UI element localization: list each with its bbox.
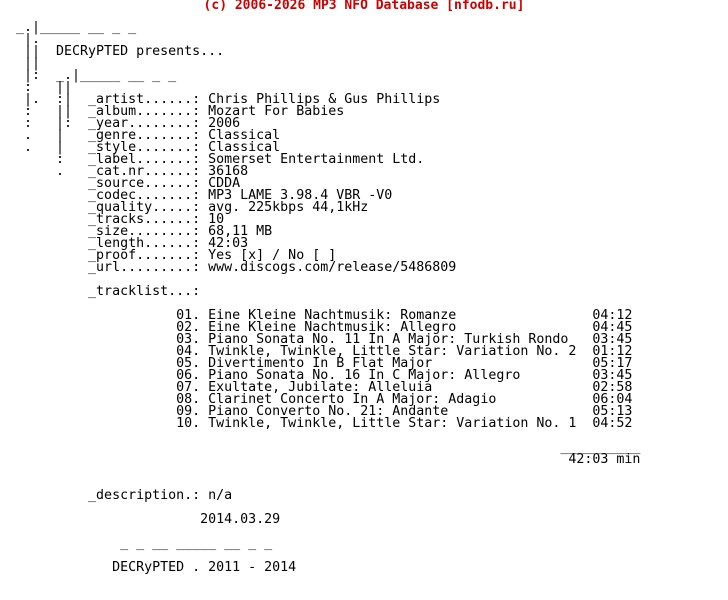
nfo-footer-signature: DECRyPTED . 2011 - 2014: [16, 560, 297, 575]
nfo-line: ||: [16, 56, 41, 71]
nfo-release-date: 2014.03.29: [16, 512, 281, 527]
nfo-line: |: _.|_____ __ _ _: [16, 68, 177, 83]
nfo-field-label: : _label.......: Somerset Entertainment Ltd.: [16, 152, 425, 167]
nfo-field-description: _description.: n/a: [16, 488, 233, 503]
tracklist-row: 09. Piano Converto No. 21: Andante 05:13: [16, 404, 633, 419]
nfo-tracklist-heading: _tracklist...:: [16, 284, 201, 299]
nfo-field-artist: |. :| _artist......: Chris Phillips & Gus Phillips: [16, 92, 441, 107]
tracklist-row: 01. Eine Kleine Nachtmusik: Romanze 04:12: [16, 308, 633, 323]
nfo-line: _.|_____ __ _ _: [16, 20, 137, 35]
nfo-field-quality: _quality.....: avg. 225kbps 44,1kHz: [16, 200, 369, 215]
nfo-field-tracks: _tracks......: 10: [16, 212, 225, 227]
nfo-field-genre: . | _genre.......: Classical: [16, 128, 281, 143]
nfo-field-style: . | _style.......: Classical: [16, 140, 281, 155]
nfo-line: |.: [16, 32, 41, 47]
nfo-field-proof: _proof.......: Yes [x] / No [ ]: [16, 248, 337, 263]
nfo-line-group-title: || DECRyPTED presents...: [16, 44, 225, 59]
nfo-blank-line: [16, 466, 640, 478]
tracklist-row: 04. Twinkle, Twinkle, Little Star: Variation No. 2 01:12: [16, 344, 633, 359]
nfo-text-block: [16, 22, 640, 574]
tracklist-row: 05. Divertimento In B Flat Major 05:17: [16, 356, 633, 371]
tracklist-row: 03. Piano Sonata No. 11 In A Major: Turkish Rondo 03:45: [16, 332, 633, 347]
nfo-footer-divider: _ _ __ _____ __ _ _: [16, 536, 273, 551]
tracklist-row: 07. Exultate, Jubilate: Alleluia 02:58: [16, 380, 633, 395]
site-header-copyright: (c) 2006-2026 MP3 NFO Database [nfodb.ru]: [203, 0, 525, 13]
tracklist-total-duration: 42:03 min: [16, 452, 641, 467]
tracklist-row: 06. Piano Sonata No. 16 In C Major: Allegro 03:45: [16, 368, 633, 383]
nfo-field-codec: _codec.......: MP3 LAME 3.98.4 VBR -V0: [16, 188, 393, 203]
nfo-field-album: : || _album.......: Mozart For Babies: [16, 104, 345, 119]
nfo-field-year: : |: _year........: 2006: [16, 116, 241, 131]
nfo-field-url: _url.........: www.discogs.com/release/5486809: [16, 260, 457, 275]
tracklist-row: 08. Clarinet Concerto In A Major: Adagio 06:04: [16, 392, 633, 407]
nfo-line: : ||: [16, 80, 73, 95]
tracklist-total-rule: __________: [16, 440, 641, 455]
nfo-field-length: _length......: 42:03: [16, 236, 249, 251]
nfo-field-size: _size........: 68,11 MB: [16, 224, 273, 239]
nfo-field-source: _source......: CDDA: [16, 176, 241, 191]
nfo-field-catalog-number: . _cat.nr......: 36168: [16, 164, 249, 179]
tracklist-row: 10. Twinkle, Twinkle, Little Star: Variation No. 1 04:52: [16, 416, 633, 431]
tracklist-row: 02. Eine Kleine Nachtmusik: Allegro 04:45: [16, 320, 633, 335]
